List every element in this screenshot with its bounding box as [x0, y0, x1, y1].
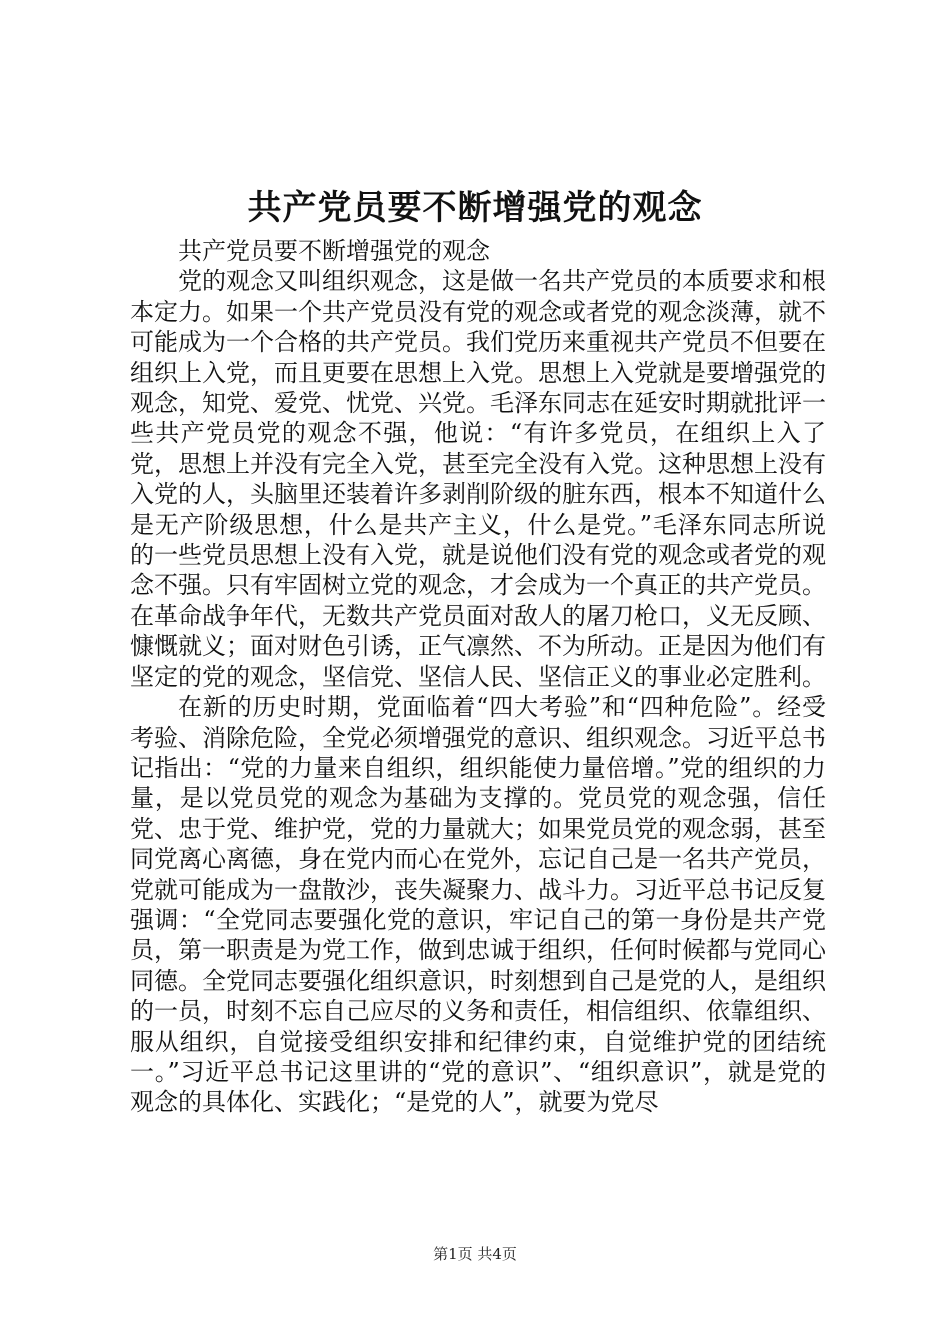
- paragraph-2: 在新的历史时期，党面临着“四大考验”和“四种危险”。经受考验、消除危险，全党必须增强党的意识、组织观念。习近平总书记指出：“党的力量来自组织，组织能使力量倍增。”党的组织的力量，是以党员党的观念为基础为支撑的。党员党的观念强，信任党、忠于党、维护党，党的力量就大；如果党员党的观念弱，甚至同党离心离德，身在党内而心在党外，忘记自己是一名共产党员，党就可能成为一盘散沙，丧失凝聚力、战斗力。习近平总书记反复强调：“全党同志要强化党的意识，牢记自己的第一身份是共产党员，第一职责是为党工作，做到忠诚于组织，任何时候都与党同心同德。全党同志要强化组织意识，时刻想到自己是党的人，是组织的一员，时刻不忘自己应尽的义务和责任，相信组织、依靠组织、服从组织，自觉接受组织安排和纪律约束，自觉维护党的团结统一。”习近平总书记这里讲的“党的意识”、“组织意识”，就是党的观念的具体化、实践化；“是党的人”，就要为党尽: [130, 693, 826, 1117]
- page-number: 第1页 共4页: [433, 1245, 517, 1263]
- document-title: 共产党员要不断增强党的观念: [247, 188, 703, 228]
- paragraph-subtitle: 共产党员要不断增强党的观念: [178, 237, 490, 265]
- paragraph-1: 党的观念又叫组织观念，这是做一名共产党员的本质要求和根本定力。如果一个共产党员没有党的观念或者党的观念淡薄，就不可能成为一个合格的共产党员。我们党历来重视共产党员不但要在组织上入党，而且更要在思想上入党。思想上入党就是要增强党的观念，知党、爱党、忧党、兴党。毛泽东同志在延安时期就批评一些共产党员党的观念不强，他说：“有许多党员，在组织上入了党，思想上并没有完全入党，甚至完全没有入党。这种思想上没有入党的人，头脑里还装着许多剥削阶级的脏东西，根本不知道什么是无产阶级思想，什么是共产主义，什么是党。”毛泽东同志所说的一些党员思想上没有入党，就是说他们没有党的观念或者党的观念不强。只有牢固树立党的观念，才会成为一个真正的共产党员。在革命战争年代，无数共产党员面对敌人的屠刀枪口，义无反顾、慷慨就义；面对财色引诱，正气凛然、不为所动。正是因为他们有坚定的党的观念，坚信党、坚信人民、坚信正义的事业必定胜利。: [130, 267, 826, 691]
- document-body: [130, 236, 826, 1118]
